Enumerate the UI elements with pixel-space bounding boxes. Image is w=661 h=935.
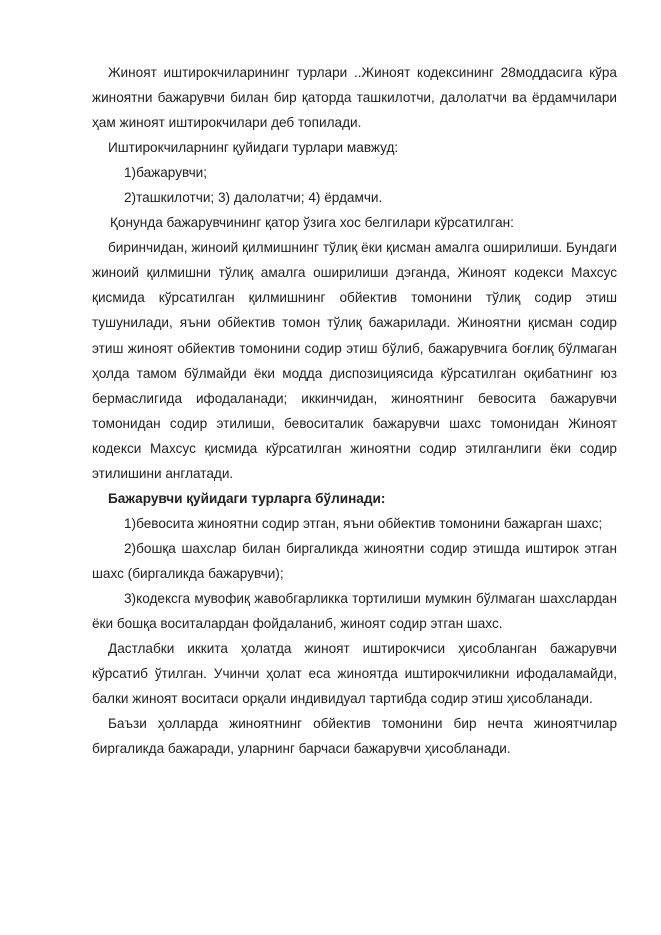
list-item xyxy=(92,160,617,185)
list-text: кодексга мувофиқ жавобгарликка тортилиши мумкин бўлмаган шахслардан ёки бошқа воситалардан фойдаланиб, жиноят содир этган шахс. xyxy=(92,590,617,632)
document-page xyxy=(92,60,617,761)
paragraph-first-two-cases: Дастлабки иккита ҳолатда жиноят иштирокчиси ҳисобланган бажарувчи кўрсатиб ўтилган. Учинчи ҳолат еса жиноятда иштирокчиликни ифодаламайди, балки жиноят воситаси орқали индивидуал тартибда содир этиш ҳисобланади. xyxy=(92,641,617,707)
list-number: 1) xyxy=(124,165,137,181)
paragraph-joint-execution: Баъзи ҳолларда жиноятнинг обйектив томонини бир нечта жиноятчилар биргаликда бажаради, уларнинг барчаси бажарувчи ҳисобланади. xyxy=(92,716,617,757)
list-number: 1) xyxy=(124,515,137,531)
paragraph-types-intro: Иштирокчиларнинг қуйидаги турлари мавжуд: xyxy=(108,140,399,156)
paragraph-features-detail: биринчидан, жиноий қилмишнинг тўлиқ ёки қисман амалга оширилиши. Бундаги жиноий қилмишни тўлиқ амалга оширилиши дэганда, Жиноят кодекси Махсус қисмида кўрсатилган қилмишнинг обйектив томонини тўлиқ содир этиш тушунилади, яъни обйектив томон тўлиқ бажарилади. Жиноятни қисман содир этиш жиноят обйектив томонини содир этиш бўлиб, бажарувчига боғлиқ бўлмаган ҳолда тамом бўлмайди ёки модда диспозициясида кўрсатилган оқибатнинг юз бермаслигида ифодаланади; иккинчидан, жиноятнинг бевосита бажарувчи томонидан содир этилиши, бевоситалик бажарувчи шахс томонидан Жиноят кодекси Махсус қисмида кўрсатилган жиноятни содир этилганлиги ёки содир этилишини англатади. xyxy=(92,240,617,481)
list-item xyxy=(92,185,617,210)
paragraph-law-features: Қонунда бажарувчининг қатор ўзига хос белгилари кўрсатилган: xyxy=(110,215,514,231)
list-text: ташкилотчи; 3) далолатчи; 4) ёрдамчи. xyxy=(136,190,383,206)
paragraph-intro: Жиноят иштирокчиларининг турлари ..Жиноят кодексининг 28моддасига кўра жиноятни бажарувчи билан бир қаторда ташкилотчи, далолатчи ва ёрдамчилари ҳам жиноят иштирокчилари деб топилади. xyxy=(92,65,617,131)
paragraph-executor-types: Бажарувчи қуйидаги турларга бўлинади: xyxy=(108,490,386,506)
list-text: бошқа шахслар билан биргаликда жиноятни содир этишда иштирок этган шахс (биргаликда бажарувчи); xyxy=(92,540,617,581)
list-number: 3) xyxy=(124,590,137,606)
list-item xyxy=(92,511,617,536)
list-number: 2) xyxy=(124,540,137,556)
list-item xyxy=(92,586,617,636)
list-text: бевосита жиноятни содир этган, яъни обйектив томонини бажарган шахс; xyxy=(136,515,603,531)
list-item xyxy=(92,536,617,586)
list-text: бажарувчи; xyxy=(136,165,208,181)
list-number: 2) xyxy=(124,190,137,206)
